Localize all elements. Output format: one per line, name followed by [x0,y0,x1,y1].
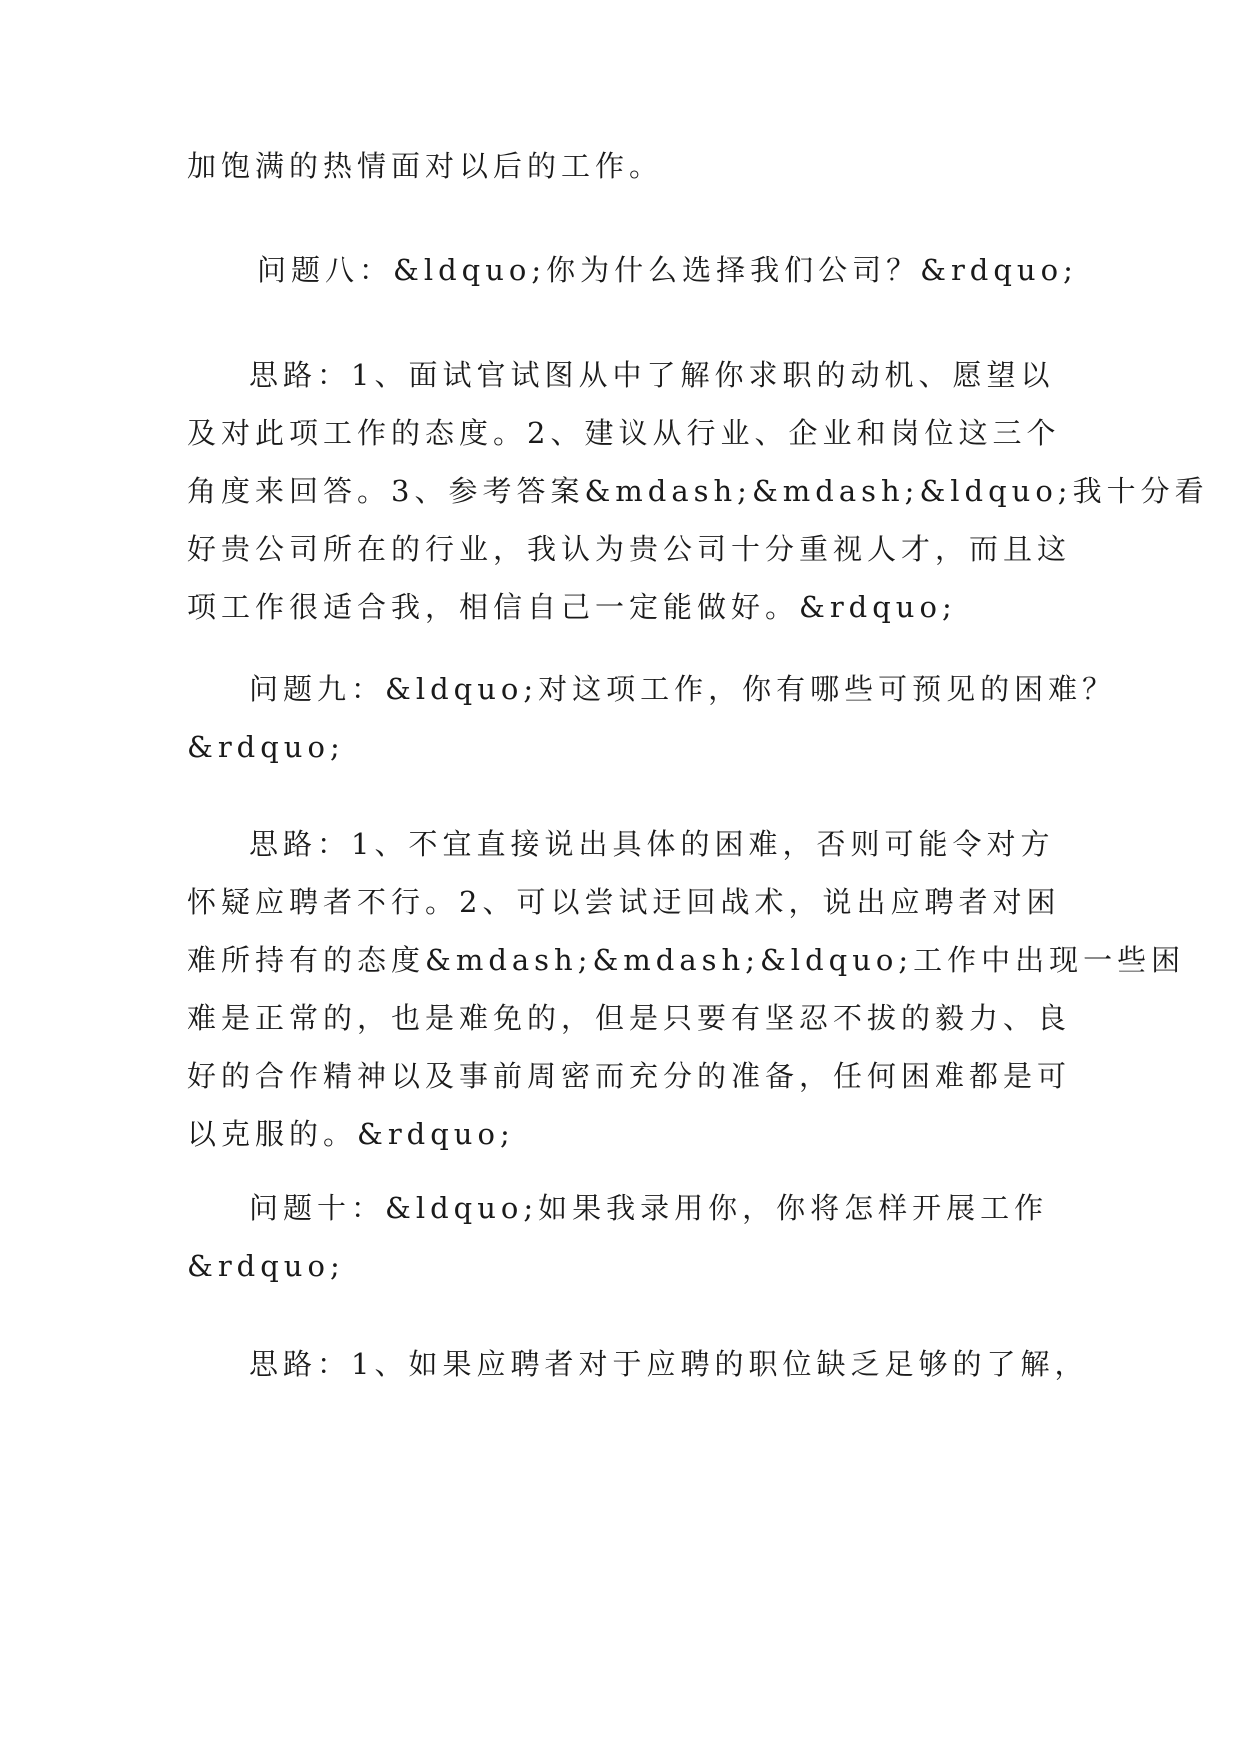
text-line: 思路：1、不宜直接说出具体的困难，否则可能令对方 [249,827,1055,861]
text-line: 思路：1、面试官试图从中了解你求职的动机、愿望以 [249,358,1055,392]
text-line: 角度来回答。3、参考答案&mdash;&mdash;&ldquo;我十分看 [187,474,1209,508]
answer-ten [187,1335,1089,1393]
text-line: 问题九：&ldquo;对这项工作，你有哪些可预见的困难？ [249,672,1117,706]
text-line: 加饱满的热情面对以后的工作。 [187,149,664,183]
text-line: 好的合作精神以及事前周密而充分的准备，任何困难都是可 [187,1059,1072,1093]
text-line: 难所持有的态度&mdash;&mdash;&ldquo;工作中出现一些困 [187,943,1186,977]
text-line: 以克服的。&rdquo; [187,1117,515,1151]
answer-eight [187,346,1209,636]
text-line: 好贵公司所在的行业，我认为贵公司十分重视人才，而且这 [187,532,1072,566]
text-line: 怀疑应聘者不行。2、可以尝试迂回战术，说出应聘者对困 [187,885,1061,919]
paragraph-continuation [187,137,1057,195]
text-line: &rdquo; [187,730,345,764]
question-ten [187,1179,1057,1295]
text-line: 项工作很适合我，相信自己一定能做好。&rdquo; [187,590,957,624]
question-eight [187,241,1078,299]
text-line: 思路：1、如果应聘者对于应聘的职位缺乏足够的了解， [249,1347,1089,1381]
text-line: 难是正常的，也是难免的，但是只要有坚忍不拔的毅力、良 [187,1001,1072,1035]
text-line: &rdquo; [187,1249,345,1283]
question-nine [187,660,1117,776]
answer-nine [187,815,1186,1163]
text-line: 问题十：&ldquo;如果我录用你，你将怎样开展工作 [249,1191,1049,1225]
text-line: 问题八：&ldquo;你为什么选择我们公司？&rdquo; [257,253,1078,287]
text-line: 及对此项工作的态度。2、建议从行业、企业和岗位这三个 [187,416,1061,450]
